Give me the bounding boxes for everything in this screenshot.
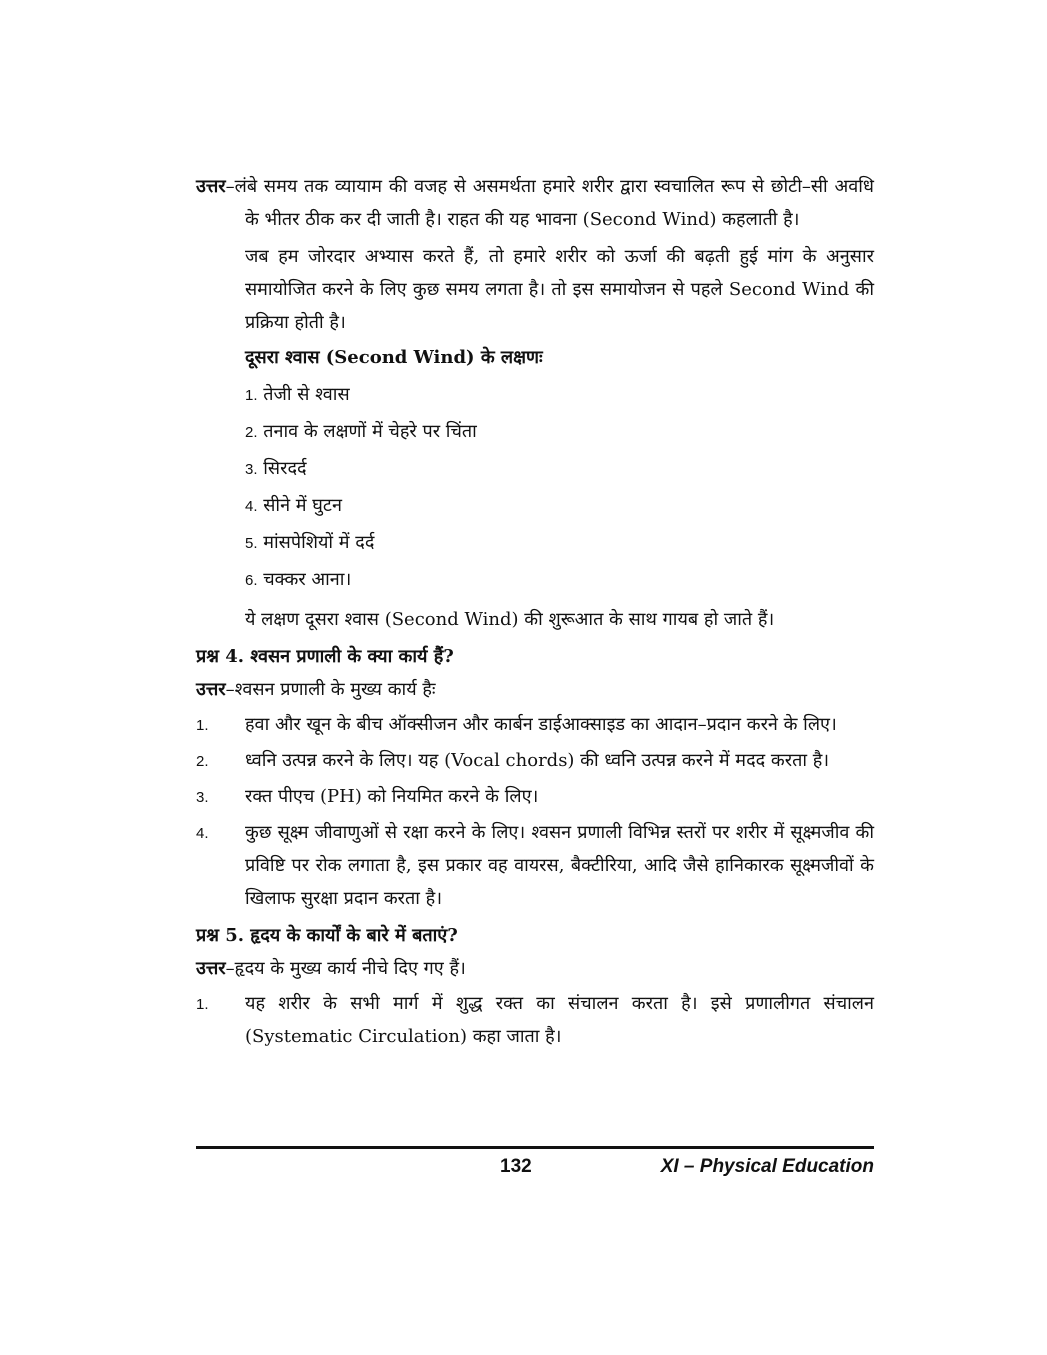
list-item: 3. सिरदर्द	[245, 458, 307, 479]
list-item: 3. रक्त पीएच (PH) को नियमित करने के लिए।	[196, 786, 539, 807]
intro-paragraph: जब हम जोरदार अभ्यास करते हैं, तो हमारे शरीर को ऊर्जा की बढ़ती हुई मांग के अनुसार समायोजित करने के लिए कुछ समय लगता है। तो इस समायोजन से पहले Second Wind की प्रक्रिया होती है।	[245, 246, 874, 333]
question-5-heading: प्रश्न 5. हृदय के कार्यों के बारे में बताएं?	[196, 925, 458, 946]
list-item: 2. ध्वनि उत्पन्न करने के लिए। यह (Vocal chords) की ध्वनि उत्पन्न करने में मदद करता है।	[196, 750, 830, 771]
footer-title: XI – Physical Education	[660, 1156, 874, 1177]
question-4-heading: प्रश्न 4. श्वसन प्रणाली के क्या कार्य हैं?	[196, 646, 454, 667]
list-item: 4. कुछ सूक्ष्म जीवाणुओं से रक्षा करने के लिए। श्वसन प्रणाली विभिन्न स्तरों पर शरीर में सूक्ष्मजीव की प्रविष्टि पर रोक लगाता है, इस प्रकार वह वायरस, बैक्टीरिया, आदि जैसे हानिकारक सूक्ष्मजीवों के खिलाफ सुरक्षा प्रदान करता है।	[196, 822, 874, 909]
list-item: 2. तनाव के लक्षणों में चेहरे पर चिंता	[245, 421, 477, 442]
symptoms-heading: दूसरा श्वास (Second Wind) के लक्षणः	[245, 347, 543, 368]
answer-label: उत्तर	[196, 176, 226, 197]
page-content	[196, 170, 874, 1056]
list-item: 1. तेजी से श्वास	[245, 384, 350, 405]
intro-answer-paragraph	[196, 170, 874, 236]
list-item: 5. मांसपेशियों में दर्द	[245, 532, 375, 553]
symptoms-list	[196, 377, 874, 599]
intro-answer-text: –लंबे समय तक व्यायाम की वजह से असमर्थता हमारे शरीर द्वारा स्वचालित रूप से छोटी–सी अवधि के भीतर ठीक कर दी जाती है। राहत की यह भावना (Second Wind) कहलाती है।	[225, 176, 874, 230]
question-5-answer-intro: उत्तर–हृदय के मुख्य कार्य नीचे दिए गए हैं।	[196, 958, 466, 979]
footer-divider	[196, 1146, 874, 1149]
list-item: 4. सीने में घुटन	[245, 495, 342, 516]
respiratory-functions-list	[196, 708, 874, 915]
answer-label: उत्तर	[196, 679, 226, 700]
answer-label: उत्तर	[196, 958, 226, 979]
symptoms-closing: ये लक्षण दूसरा श्वास (Second Wind) की शुरूआत के साथ गायब हो जाते हैं।	[245, 609, 775, 630]
heart-functions-list	[196, 987, 874, 1053]
page-number: 132	[500, 1156, 532, 1177]
list-item: 1. यह शरीर के सभी मार्ग में शुद्ध रक्त का संचालन करता है। इसे प्रणालीगत संचालन (Systematic Circulation) कहा जाता है।	[196, 993, 874, 1047]
list-item: 1. हवा और खून के बीच ऑक्सीजन और कार्बन डाईआक्साइड का आदान–प्रदान करने के लिए।	[196, 714, 837, 735]
list-item: 6. चक्कर आना।	[245, 569, 352, 590]
question-4-answer-intro: उत्तर–श्वसन प्रणाली के मुख्य कार्य हैः	[196, 679, 436, 700]
